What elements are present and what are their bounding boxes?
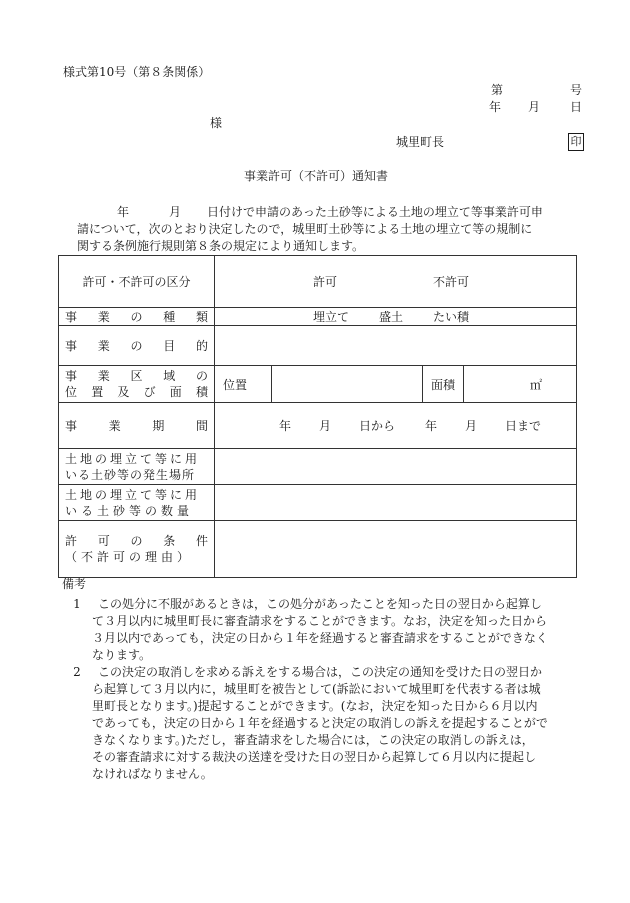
row-area — [59, 366, 577, 403]
date-year: 年 — [489, 100, 502, 114]
period-label: 事 業 期 間 — [65, 419, 208, 433]
type-option-embankment: 盛土 — [379, 309, 404, 324]
type-option-deposit: たい積 — [433, 309, 470, 324]
row-period — [59, 403, 577, 449]
date-day: 日 — [570, 100, 583, 114]
document-title: 事業許可（不許可）通知書 — [244, 169, 389, 183]
area-label-line-1: 事 業 区 域 の — [65, 369, 208, 383]
intro-paragraph — [77, 204, 583, 255]
row-purpose — [59, 326, 577, 366]
period-start-month: 月 — [319, 418, 332, 433]
period-end-day: 日まで — [505, 418, 542, 433]
location-label: 位置 — [215, 366, 272, 402]
period-start-day: 日から — [359, 418, 396, 433]
notes-list — [62, 596, 584, 783]
note-item: 2 この決定の取消しを求める訴えをする場合は，この決定の通知を受けた日の翌日か ら起算して３月以内に，城里町を被告として(訴訟において城里町を代表する者は城 里町長となります。)提起することができます。(なお，決定を知った日から６月以内 であっても，決定の日から１年を経過すると決定の取消しの訴えを提起することがで きなくなります。)ただし，審査請求をした場合には，この決定の取消しの訴えは， その審査請求に対する裁決の送達を受けた日の翌日から起算して６月以内に提起し なければなりません。 — [62, 664, 584, 783]
purpose-value-cell — [215, 326, 577, 366]
row-conditions — [59, 521, 577, 578]
addressee-suffix: 様 — [210, 116, 223, 130]
row-quantity — [59, 485, 577, 521]
purpose-label: 事 業 の 目 的 — [65, 339, 208, 353]
row-decision — [59, 256, 577, 308]
period-start-year: 年 — [279, 418, 292, 433]
permit-option: 許可 — [313, 274, 338, 289]
note-number: 1 — [73, 597, 81, 611]
not-permit-option: 不許可 — [433, 274, 470, 289]
period-end-month: 月 — [465, 418, 478, 433]
issuer-name: 城里町長 — [396, 135, 445, 149]
conditions-value-cell — [215, 521, 577, 578]
source-value-cell — [215, 449, 577, 485]
intro-line-3: 関する条例施行規則第８条の規定により通知します。 — [77, 239, 365, 253]
source-label-line-1: 土地の埋立て等に用 — [65, 451, 201, 466]
date-month: 月 — [528, 100, 541, 114]
intro-line-2: 請について，次のとおり決定したので，城里町土砂等による土地の埋立て等の規制に — [77, 222, 533, 236]
note-number: 2 — [73, 665, 81, 679]
period-end-year: 年 — [425, 418, 438, 433]
decision-label-cell — [59, 256, 215, 308]
quantity-label-line-2: いる土砂等の数量 — [65, 503, 194, 518]
location-value — [272, 366, 423, 402]
conditions-label-line-2: （不許可の理由） — [65, 550, 194, 564]
row-type — [59, 308, 577, 326]
notice-table — [58, 255, 577, 578]
area-label-line-2: 位 置 及 び 面 積 — [65, 385, 208, 399]
note-item: 1 この処分に不服があるときは，この処分があったことを知った日の翌日から起算し て３月以内に城里町長に審査請求をすることができます。なお，決定を知った日から ３月以内であっても，決定の日から１年を経過すると審査請求をすることができなく なります。 — [62, 596, 584, 664]
decision-label: 許可・不許可の区分 — [82, 275, 191, 289]
quantity-label-line-1: 土地の埋立て等に用 — [65, 487, 201, 502]
intro-month: 月 — [169, 205, 182, 219]
type-option-landfill: 埋立て — [313, 309, 350, 324]
area-unit: ㎡ — [529, 377, 542, 392]
intro-year: 年 — [117, 205, 130, 219]
type-label: 事 業 の 種 類 — [65, 310, 208, 324]
row-source — [59, 449, 577, 485]
intro-line-1 — [77, 204, 583, 221]
area-size-label: 面積 — [423, 366, 464, 402]
form-number: 様式第10号（第８条関係） — [63, 65, 211, 79]
quantity-value-cell — [215, 485, 577, 521]
source-label-line-2: いる土砂等の発生場所 — [65, 467, 196, 482]
number-prefix: 第 — [491, 83, 504, 97]
conditions-label-line-1: 許 可 の 条 件 — [65, 534, 208, 548]
intro-line-1-rest: 日付けで申請のあった土砂等による土地の埋立て等事業許可申 — [207, 205, 543, 219]
number-suffix: 号 — [570, 83, 583, 97]
decision-value-cell — [215, 256, 577, 308]
notes-heading: 備考 — [62, 577, 87, 591]
seal-mark: 印 — [568, 133, 584, 151]
